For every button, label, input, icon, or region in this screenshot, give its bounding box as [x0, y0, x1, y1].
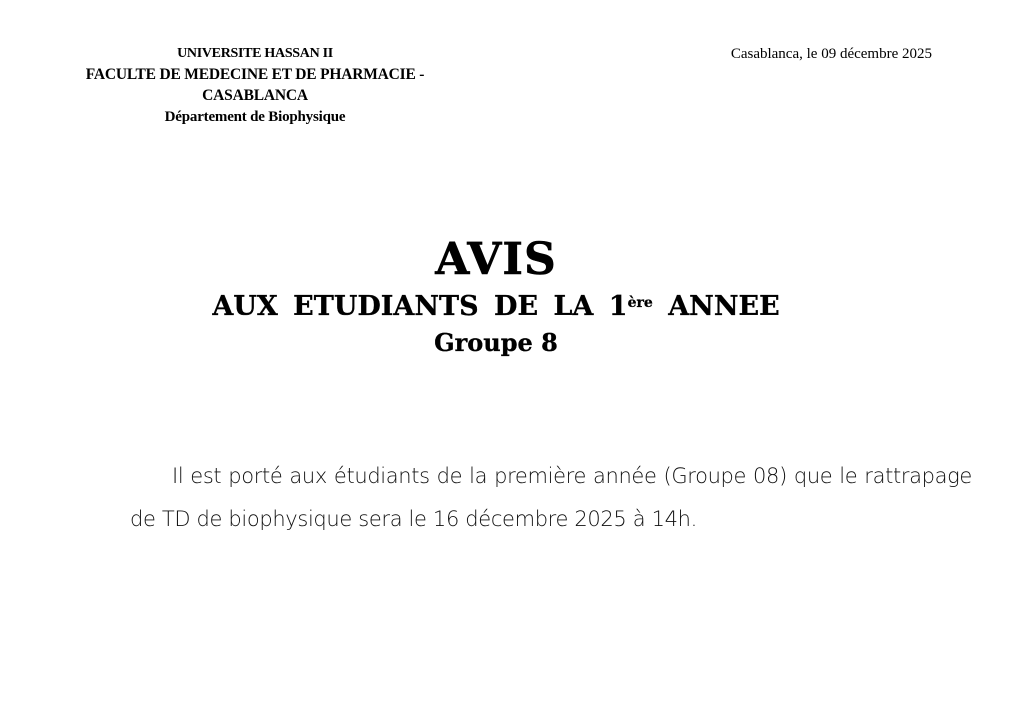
- notice-title: AVIS: [435, 234, 557, 285]
- date-line: Casablanca, le 09 décembre 2025: [730, 46, 932, 62]
- university-name: UNIVERSITE HASSAN II: [177, 46, 333, 61]
- faculty-name: FACULTE DE MEDECINE ET DE PHARMACIE - CASABLANCA: [85, 66, 425, 104]
- institution-header: [40, 44, 470, 128]
- notice-subtitle: [0, 288, 992, 326]
- notice-paragraph: [130, 455, 972, 541]
- subtitle-end: ANNEE: [668, 291, 780, 322]
- notice-title-block: [0, 232, 992, 360]
- department-name: Département de Biophysique: [164, 109, 346, 125]
- subtitle-superscript: ère: [627, 295, 653, 311]
- paragraph-text: Il est porté aux étudiants de la première année (Groupe 08) que le rattrapage de TD de biophysique sera le 16 décembre 2025 à 14h.: [130, 464, 972, 531]
- subtitle-main: AUX ETUDIANTS DE LA 1: [212, 291, 628, 322]
- group-label: Groupe 8: [434, 328, 558, 357]
